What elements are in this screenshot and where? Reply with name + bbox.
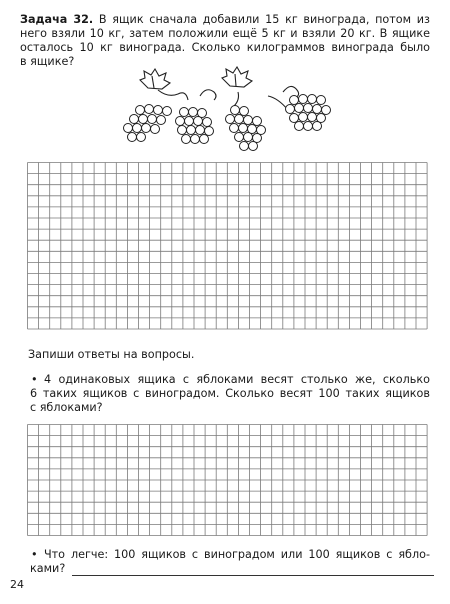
answer-grid-task32[interactable] (27, 162, 429, 332)
task32-line-2: него взяли 10 кг, затем положили ещё 5 кг и взяли 20 кг. В ящике (20, 27, 430, 40)
question2-bullet: • (31, 548, 38, 561)
task32-line-4: в ящике? (20, 55, 75, 68)
question1-line-3: с яблоками? (30, 401, 103, 414)
task32-line-3: осталось 10 кг винограда. Сколько килограммов винограда было (20, 41, 430, 54)
task32-label: Задача 32. (20, 13, 94, 26)
answer-grid-question1[interactable] (27, 424, 429, 536)
page-number: 24 (10, 578, 24, 591)
question2-line-1: Что легче: 100 ящиков с виноградом или 100 ящиков с ябло- (44, 548, 430, 561)
question1-line-2: 6 таких ящиков с виноградом. Сколько весят 100 таких ящиков (30, 387, 430, 400)
question1-bullet: • (31, 373, 38, 386)
section-heading: Запиши ответы на вопросы. (28, 348, 195, 361)
question2-answer-line[interactable] (72, 575, 434, 576)
task32-line-1 (20, 13, 430, 27)
question2-line-2: ками? (30, 562, 66, 575)
question1-line-1: 4 одинаковых ящика с яблоками весят столько же, сколько (44, 373, 430, 386)
grapes-icon (118, 66, 338, 156)
task32-text-1: В ящик сначала добавили 15 кг винограда, потом из (98, 13, 431, 26)
